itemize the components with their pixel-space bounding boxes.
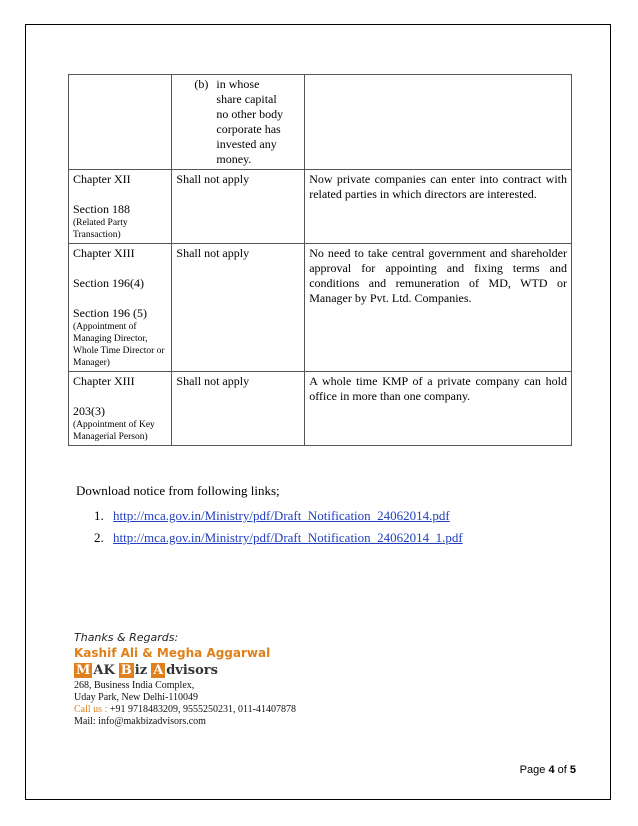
table-cell: [305, 170, 572, 244]
list-number: 1.: [94, 508, 104, 523]
download-links-list: [94, 508, 463, 552]
chapter-label: Chapter XIII: [73, 374, 135, 388]
notification-link-2[interactable]: http://mca.gov.in/Ministry/pdf/Draft_Notification_24062014_1.pdf: [113, 530, 463, 545]
table-cell: [69, 372, 172, 446]
section-label: Section 196 (5): [73, 306, 147, 320]
table-cell: [305, 75, 572, 170]
call-label: Call us :: [74, 704, 108, 715]
status-text: Shall not apply: [176, 246, 250, 260]
contact-phone: [74, 704, 296, 716]
section-note: Managing Director,: [73, 334, 148, 344]
table-cell: [305, 244, 572, 372]
list-number: 2.: [94, 530, 104, 545]
author-names: Kashif Ali & Megha Aggarwal: [74, 646, 271, 660]
section-note: Transaction): [73, 230, 121, 240]
status-text: Shall not apply: [176, 374, 250, 388]
chapter-label: Chapter XIII: [73, 246, 135, 260]
section-label: Section 196(4): [73, 276, 144, 290]
provisions-table: [68, 74, 572, 446]
address-line-1: 268, Business India Complex,: [74, 680, 195, 691]
notification-link-1[interactable]: http://mca.gov.in/Ministry/pdf/Draft_Notification_24062014.pdf: [113, 508, 450, 523]
section-label: Section 188: [73, 202, 130, 216]
company-logo: M AK B iz A dvisors: [76, 662, 218, 678]
table-cell: [172, 244, 305, 372]
table-cell: [69, 75, 172, 170]
download-intro: Download notice from following links;: [76, 483, 280, 498]
list-item: [94, 508, 463, 530]
item-number: (b): [194, 77, 209, 91]
contact-mail: Mail: info@makbizadvisors.com: [74, 716, 206, 727]
table-row: [69, 244, 572, 372]
remark-text: No need to take central government and shareholder approval for appointing and fixing terms and conditions and remuneration of MD, WTD or Manager by Pvt. Ltd. Companies.: [309, 246, 567, 305]
section-note: (Appointment of Key: [73, 420, 155, 430]
table-row: [69, 75, 572, 170]
table-row: [69, 170, 572, 244]
section-label: 203(3): [73, 404, 105, 418]
phone-numbers: +91 9718483209, 9555250231, 011-41407878: [109, 704, 296, 715]
section-note: (Related Party: [73, 218, 128, 228]
table-row: [69, 372, 572, 446]
table-cell: [69, 244, 172, 372]
table-cell: [69, 170, 172, 244]
remark-text: A whole time KMP of a private company can hold office in more than one company.: [309, 374, 567, 403]
section-note: Manager): [73, 358, 110, 368]
remark-text: Now private companies can enter into contract with related parties in which directors are interested.: [309, 172, 567, 201]
section-note: (Appointment of: [73, 322, 137, 332]
signature-block: [74, 631, 296, 728]
section-note: Managerial Person): [73, 432, 148, 442]
table-cell: [172, 372, 305, 446]
chapter-label: Chapter XII: [73, 172, 131, 186]
item-text: in whose share capital no other body corporate has invested any money.: [216, 77, 284, 166]
table-cell: [172, 75, 305, 170]
status-text: Shall not apply: [176, 172, 250, 186]
address-line-2: Uday Park, New Delhi-110049: [74, 692, 199, 703]
list-item: [94, 530, 463, 552]
page-number: Page 4 of 5: [519, 764, 576, 776]
table-cell: [305, 372, 572, 446]
section-note: Whole Time Director or: [73, 346, 165, 356]
thanks-text: Thanks & Regards:: [74, 631, 179, 644]
table-cell: [172, 170, 305, 244]
